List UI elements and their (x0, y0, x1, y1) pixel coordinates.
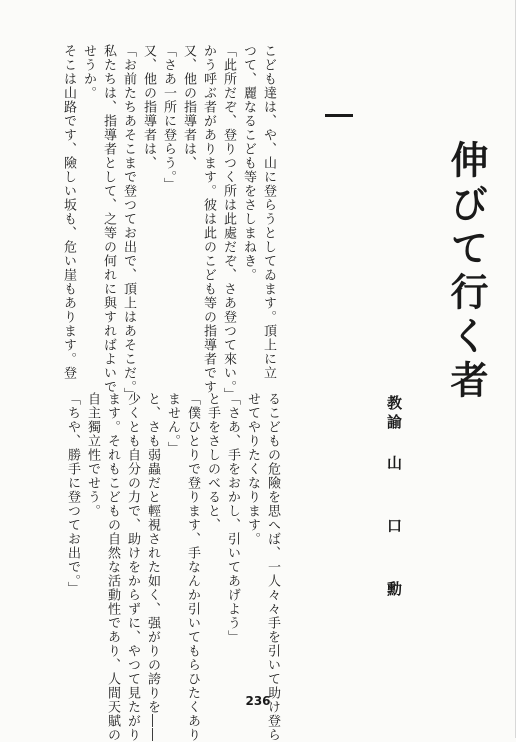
text-line: 「お前たちあそこまで登つてお出で、頂上はあそこだ。」 (121, 44, 136, 402)
author-name: 山口勳 (385, 455, 403, 644)
text-line: と手をさしのべると、 (205, 392, 220, 532)
text-line: るこどもの危險を思へば、一人々々手を引いて助け登ら (265, 392, 280, 742)
article-title: 伸びて行く者 (444, 140, 489, 404)
text-line: ません。」 (165, 392, 180, 456)
text-line: せうか。 (81, 44, 96, 100)
author-role: 教諭 (385, 395, 403, 433)
text-line: せてやりたくなります。 (245, 392, 260, 546)
text-line: 自主獨立性でせう。 (85, 392, 100, 518)
text-line: ます。それもこどもの自然な活動性であり、人間天賦の (105, 392, 120, 742)
text-line: 「僕ひとりで登ります、手なんか引いてもらひたくあり (185, 392, 200, 742)
text-line: 「ちや、勝手に登つてお出で。」 (65, 392, 80, 596)
text-line: 少くとも自分の力で、助けをからずに、やつて見たがり (125, 392, 140, 742)
text-line: そこは山路です、險しい坂も、危い崖もあります。登 (61, 44, 76, 380)
text-line: 「さあ、手をおかし、引いてあげよう」 (225, 392, 240, 644)
text-line: 「さあ一所に登らう。」 (161, 44, 176, 192)
text-line: 私たちは、指導者として、之等の何れに與すればよいで (101, 44, 116, 394)
text-line: こども達は、や、山に登らうとしてゐます。頂上に立 (261, 44, 276, 380)
text-line: かう呼ぶ者があります。彼は此のこども等の指導者です (201, 44, 216, 394)
text-line: 又、他の指導者は、 (181, 44, 196, 170)
text-line: 「此所だぞ、登りつく所は此處だぞ、さあ登つて來い。」 (221, 44, 236, 402)
body-text-top (58, 44, 278, 402)
page-number: 236 (245, 694, 271, 708)
section-number (325, 114, 353, 117)
text-line: 又、他の指導者は、 (141, 44, 156, 170)
text-line: つて、麗なるこども等をさしまねき。 (241, 44, 256, 282)
text-line: と、さも弱蟲だと輕視された如く、强がりの誇りを―― (145, 392, 160, 742)
